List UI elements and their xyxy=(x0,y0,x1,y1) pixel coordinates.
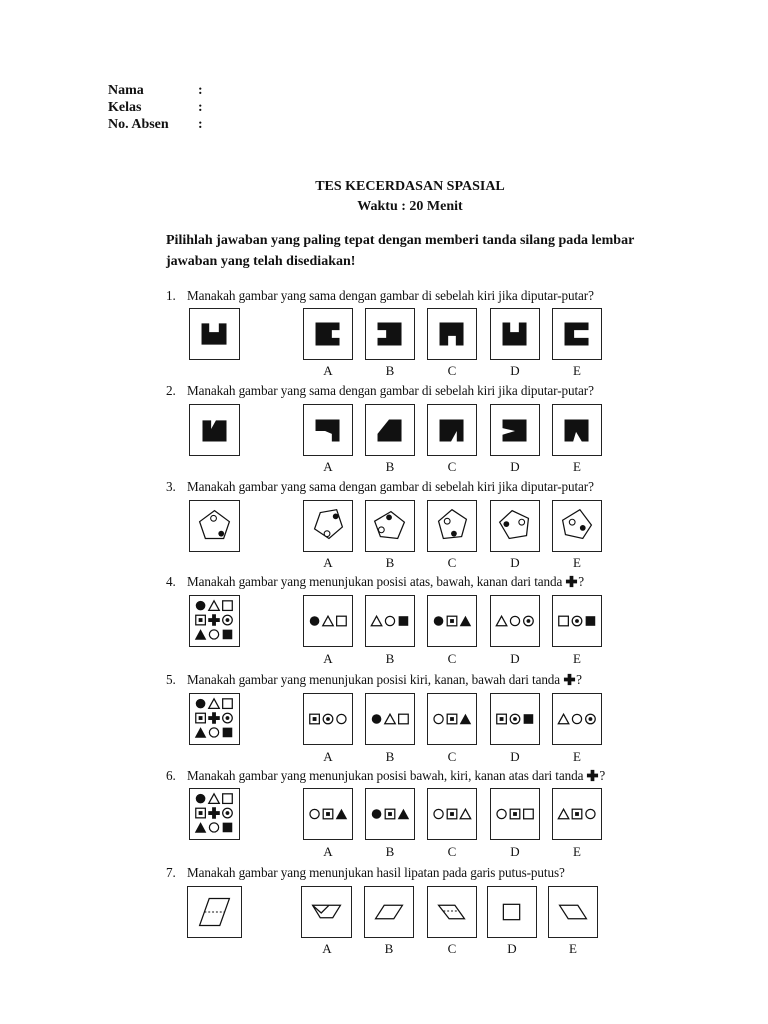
q6-option-a-figure[interactable] xyxy=(303,788,353,840)
q1-option-a-figure[interactable] xyxy=(303,308,353,360)
q7-option-d-figure[interactable] xyxy=(487,886,537,938)
q3-option-c-figure[interactable] xyxy=(427,500,477,552)
question-text: Manakah gambar yang sama dengan gambar di sebelah kiri jika diputar-putar? xyxy=(187,479,594,494)
question-text: Manakah gambar yang menunjukan posisi kiri, kanan, bawah dari tanda xyxy=(187,672,561,687)
q1-label-b: B xyxy=(385,363,395,378)
q5-label-c: C xyxy=(447,749,457,764)
q7-label-d: D xyxy=(507,941,517,956)
question-suffix: ? xyxy=(576,672,582,687)
q4-option-e-figure[interactable] xyxy=(552,595,602,647)
q6-reference-grid xyxy=(189,788,240,840)
q1-label-c: C xyxy=(447,363,457,378)
q7-option-b-figure[interactable] xyxy=(364,886,414,938)
question-text: Manakah gambar yang menunjukan posisi bawah, kiri, kanan atas dari tanda xyxy=(187,768,584,783)
q5-option-c-figure[interactable] xyxy=(427,693,477,745)
q1-option-d-figure[interactable] xyxy=(490,308,540,360)
q2-label-b: B xyxy=(385,459,395,474)
q6-label-c: C xyxy=(447,844,457,859)
question-3 xyxy=(166,479,594,495)
question-2 xyxy=(166,383,594,399)
q1-label-a: A xyxy=(323,363,333,378)
absen-colon: : xyxy=(198,117,203,132)
question-6 xyxy=(166,768,605,786)
q6-option-e-figure[interactable] xyxy=(552,788,602,840)
q7-label-b: B xyxy=(384,941,394,956)
q5-option-e-figure[interactable] xyxy=(552,693,602,745)
q3-option-b-figure[interactable] xyxy=(365,500,415,552)
class-colon: : xyxy=(198,100,203,115)
q2-option-d-figure[interactable] xyxy=(490,404,540,456)
q3-label-d: D xyxy=(510,555,520,570)
q5-option-d-figure[interactable] xyxy=(490,693,540,745)
q2-option-b-figure[interactable] xyxy=(365,404,415,456)
plus-cross-icon xyxy=(565,575,578,592)
q1-option-c-figure[interactable] xyxy=(427,308,477,360)
question-number: 7. xyxy=(166,865,176,880)
q2-label-a: A xyxy=(323,459,333,474)
q4-label-e: E xyxy=(573,651,581,666)
q5-reference-grid xyxy=(189,693,240,745)
q1-label-e: E xyxy=(573,363,581,378)
q3-label-c: C xyxy=(447,555,457,570)
q6-label-d: D xyxy=(510,844,520,859)
question-text: Manakah gambar yang sama dengan gambar di sebelah kiri jika diputar-putar? xyxy=(187,383,594,398)
q3-label-a: A xyxy=(323,555,333,570)
q2-label-c: C xyxy=(447,459,457,474)
test-title: TES KECERDASAN SPASIAL xyxy=(315,179,505,194)
q5-label-e: E xyxy=(573,749,581,764)
q3-label-b: B xyxy=(385,555,395,570)
q5-option-b-figure[interactable] xyxy=(365,693,415,745)
q4-label-b: B xyxy=(385,651,395,666)
question-text: Manakah gambar yang menunjukan posisi atas, bawah, kanan dari tanda xyxy=(187,574,563,589)
question-number: 6. xyxy=(166,768,176,783)
q4-option-b-figure[interactable] xyxy=(365,595,415,647)
q4-option-d-figure[interactable] xyxy=(490,595,540,647)
q6-label-b: B xyxy=(385,844,395,859)
absen-label: No. Absen xyxy=(108,117,169,132)
q6-option-d-figure[interactable] xyxy=(490,788,540,840)
q1-option-e-figure[interactable] xyxy=(552,308,602,360)
question-suffix: ? xyxy=(578,574,585,589)
question-1 xyxy=(166,288,594,304)
question-number: 4. xyxy=(166,574,176,589)
q7-label-e: E xyxy=(569,941,577,956)
question-text: Manakah gambar yang menunjukan hasil lipatan pada garis putus-putus? xyxy=(187,865,565,880)
q6-option-b-figure[interactable] xyxy=(365,788,415,840)
question-text: Manakah gambar yang sama dengan gambar di sebelah kiri jika diputar-putar? xyxy=(187,288,594,303)
q3-label-e: E xyxy=(573,555,581,570)
q2-option-c-figure[interactable] xyxy=(427,404,477,456)
test-instruction: Pilihlah jawaban yang paling tepat dengan memberi tanda silang pada lembar jawaban yang telah disediakan! xyxy=(166,233,635,269)
q6-option-c-figure[interactable] xyxy=(427,788,477,840)
q5-label-b: B xyxy=(385,749,395,764)
q5-label-a: A xyxy=(323,749,333,764)
question-number: 2. xyxy=(166,383,176,398)
name-label: Nama xyxy=(108,83,144,98)
q4-label-c: C xyxy=(447,651,457,666)
q5-label-d: D xyxy=(510,749,520,764)
q5-option-a-figure[interactable] xyxy=(303,693,353,745)
name-colon: : xyxy=(198,83,203,98)
q3-option-a-figure[interactable] xyxy=(303,500,353,552)
question-number: 3. xyxy=(166,479,176,494)
q7-label-c: C xyxy=(447,941,457,956)
q4-label-d: D xyxy=(510,651,520,666)
q1-label-d: D xyxy=(510,363,520,378)
question-number: 5. xyxy=(166,672,176,687)
q3-option-d-figure[interactable] xyxy=(490,500,540,552)
q4-option-c-figure[interactable] xyxy=(427,595,477,647)
q4-reference-grid xyxy=(189,595,240,647)
question-4 xyxy=(166,574,584,592)
question-7 xyxy=(166,865,565,881)
plus-cross-icon xyxy=(586,769,599,786)
question-5 xyxy=(166,672,582,690)
q2-option-a-figure[interactable] xyxy=(303,404,353,456)
q7-option-e-figure[interactable] xyxy=(548,886,598,938)
q4-option-a-figure[interactable] xyxy=(303,595,353,647)
q1-reference-figure xyxy=(189,308,240,360)
q3-reference-figure xyxy=(189,500,240,552)
q2-label-e: E xyxy=(573,459,581,474)
question-number: 1. xyxy=(166,288,176,303)
q6-label-a: A xyxy=(323,844,333,859)
q7-reference-figure xyxy=(187,886,242,938)
q4-label-a: A xyxy=(323,651,333,666)
test-time: Waktu : 20 Menit xyxy=(357,199,463,214)
q7-label-a: A xyxy=(322,941,332,956)
q7-option-a-figure[interactable] xyxy=(301,886,352,938)
q3-option-e-figure[interactable] xyxy=(552,500,602,552)
q2-option-e-figure[interactable] xyxy=(552,404,602,456)
q7-option-c-figure[interactable] xyxy=(427,886,477,938)
q2-label-d: D xyxy=(510,459,520,474)
q1-option-b-figure[interactable] xyxy=(365,308,415,360)
class-label: Kelas xyxy=(108,100,142,115)
question-suffix: ? xyxy=(599,768,606,783)
q6-label-e: E xyxy=(573,844,581,859)
q2-reference-figure xyxy=(189,404,240,456)
plus-cross-icon xyxy=(563,673,576,690)
